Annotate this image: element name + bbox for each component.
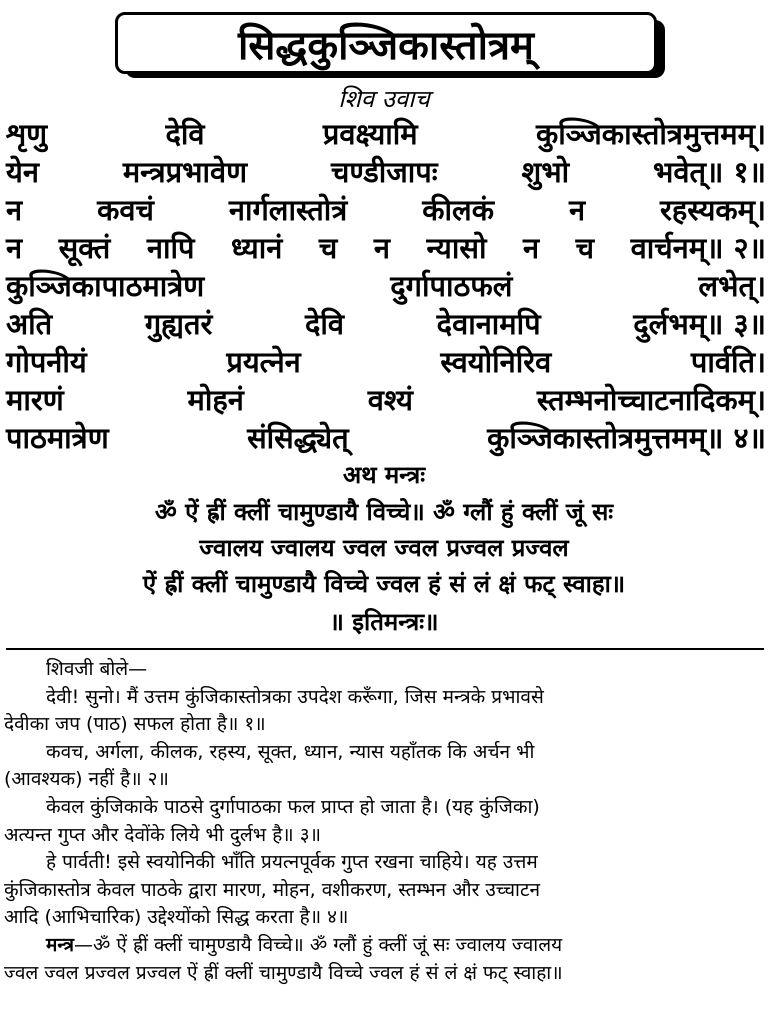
- speaker-heading: शिव उवाच: [338, 85, 430, 113]
- verse-word: वार्चनम्॥ २॥: [630, 230, 766, 265]
- verse-word: देवानामपि: [436, 306, 541, 341]
- translation-line: हे पार्वती! इसे स्वयोनिकी भाँति प्रयत्नपूर्वक गुप्त रखना चाहिये। यह उत्तम: [46, 851, 538, 874]
- translation-line: देवीका जप (पाठ) सफल होता है॥ १॥: [4, 713, 266, 736]
- mantra-heading: अथ मन्त्रः: [342, 461, 426, 489]
- verse-word: न: [373, 230, 390, 265]
- verse-word: दुर्लभम्॥ ३॥: [633, 306, 766, 341]
- verse-word: दुर्गापाठफलं: [390, 268, 513, 303]
- verse-word: अति: [6, 306, 53, 341]
- mantra-line-1: ॐ ऐं ह्रीं क्लीं चामुण्डायै विच्चे॥ ॐ ग्लौं हुं क्लीं जूं सः: [154, 498, 614, 526]
- verse-word: शृणु: [6, 116, 48, 151]
- verse-line: [6, 152, 766, 190]
- verse-word: भवेत्॥ १॥: [653, 154, 766, 189]
- page-title: सिद्धकुञ्जिकास्तोत्रम्: [238, 22, 534, 69]
- verse-line: [6, 304, 766, 342]
- verse-word: च: [318, 230, 338, 265]
- verse-word: कुञ्जिकापाठमात्रेण: [6, 268, 205, 303]
- title-banner: [115, 12, 663, 78]
- translation-line: देवी! सुनो। मैं उत्तम कुंजिकास्तोत्रका उपदेश करूँगा, जिस मन्त्रके प्रभावसे: [46, 685, 544, 708]
- translation-intro: शिवजी बोले—: [46, 658, 148, 680]
- section-divider: [6, 648, 764, 650]
- verse-word: न्यासो: [426, 230, 487, 265]
- verse-word: नार्गलास्तोत्रं: [228, 192, 348, 227]
- translation-line: कुंजिकास्तोत्र केवल पाठके द्वारा मारण, मोहन, वशीकरण, स्तम्भन और उच्चाटन: [4, 878, 541, 901]
- verse-line: [6, 266, 766, 304]
- mantra-line-3: ऐं ह्रीं क्लीं चामुण्डायै विच्चे ज्वल हं सं लं क्षं फट् स्वाहा॥: [142, 570, 626, 598]
- translation-line: आदि (आभिचारिक) उद्देश्योंको सिद्ध करता है॥ ४॥: [4, 906, 349, 929]
- verse-word: देवि: [305, 306, 345, 341]
- verse-word: संसिद्ध्येत्: [247, 420, 349, 455]
- mantra-label: मन्त्र: [46, 933, 75, 956]
- verse-line: [6, 418, 766, 456]
- translation-line: ज्वल ज्वल प्रज्वल प्रज्वल ऐं ह्रीं क्लीं चामुण्डायै विच्चे ज्वल हं सं लं क्षं फट् स्वाहा॥: [4, 961, 563, 984]
- verse-word: स्वयोनिरिव: [440, 344, 552, 379]
- verse-line: [6, 342, 766, 380]
- verse-word: कीलकं: [422, 192, 494, 227]
- verse-word: च: [575, 230, 595, 265]
- verse-word: गुह्यतरं: [144, 306, 213, 341]
- verse-word: रहस्यकम्।: [660, 192, 766, 227]
- translation-mantra-line: [4, 932, 764, 960]
- verse-word: प्रवक्ष्यामि: [322, 116, 418, 151]
- translation-line: अत्यन्त गुप्त और देवोंके लिये भी दुर्लभ है॥ ३॥: [4, 823, 321, 846]
- verse-word: न: [568, 192, 586, 227]
- mantra-text: —ॐ ऐं ह्रीं क्लीं चामुण्डायै विच्चे॥ ॐ ग्लौं हुं क्लीं जूं सः ज्वालय ज्वालय: [74, 933, 563, 956]
- verse-word: स्तम्भनोच्चाटनादिकम्।: [536, 382, 766, 417]
- mantra-line-2: ज्वालय ज्वालय ज्वल ज्वल प्रज्वल प्रज्वल: [199, 534, 569, 562]
- translation-line: (आवश्यक) नहीं है॥ २॥: [4, 768, 169, 791]
- verse-line: [6, 190, 766, 228]
- verse-word: कवचं: [97, 192, 154, 227]
- verse-word: प्रयत्नेन: [226, 344, 301, 379]
- verse-line: [6, 228, 766, 266]
- verse-word: मन्त्रप्रभावेण: [122, 154, 248, 189]
- verse-line: [6, 380, 766, 418]
- sanskrit-verses: [6, 114, 766, 456]
- title-box: [115, 12, 657, 74]
- verse-word: कुञ्जिकास्तोत्रमुत्तमम्।: [536, 116, 766, 151]
- hindi-translation: [4, 656, 764, 987]
- verse-word: न: [6, 192, 23, 227]
- verse-word: गोपनीयं: [6, 344, 87, 379]
- verse-word: शुभो: [521, 154, 570, 189]
- verse-word: चण्डीजापः: [331, 154, 438, 189]
- verse-word: न: [6, 230, 23, 265]
- verse-word: मोहनं: [187, 382, 244, 417]
- verse-word: मारणं: [6, 382, 64, 417]
- verse-word: वश्यं: [367, 382, 414, 417]
- translation-line: केवल कुंजिकाके पाठसे दुर्गापाठका फल प्राप्त हो जाता है। (यह कुंजिका): [46, 795, 540, 818]
- verse-word: येन: [6, 154, 39, 189]
- verse-word: ध्यानं: [230, 230, 283, 265]
- verse-word: पार्वति।: [690, 344, 766, 379]
- verse-word: कुञ्जिकास्तोत्रमुत्तमम्॥ ४॥: [487, 420, 766, 455]
- mantra-end: ॥ इतिमन्त्रः॥: [329, 608, 439, 636]
- translation-line: कवच, अर्गला, कीलक, रहस्य, सूक्त, ध्यान, न्यास यहाँतक कि अर्चन भी: [46, 740, 535, 763]
- verse-line: [6, 114, 766, 152]
- verse-word: सूक्तं: [58, 230, 111, 265]
- verse-word: देवि: [165, 116, 205, 151]
- verse-word: नापि: [146, 230, 195, 265]
- verse-word: न: [523, 230, 540, 265]
- verse-word: लभेत्।: [698, 268, 766, 303]
- verse-word: पाठमात्रेण: [6, 420, 109, 455]
